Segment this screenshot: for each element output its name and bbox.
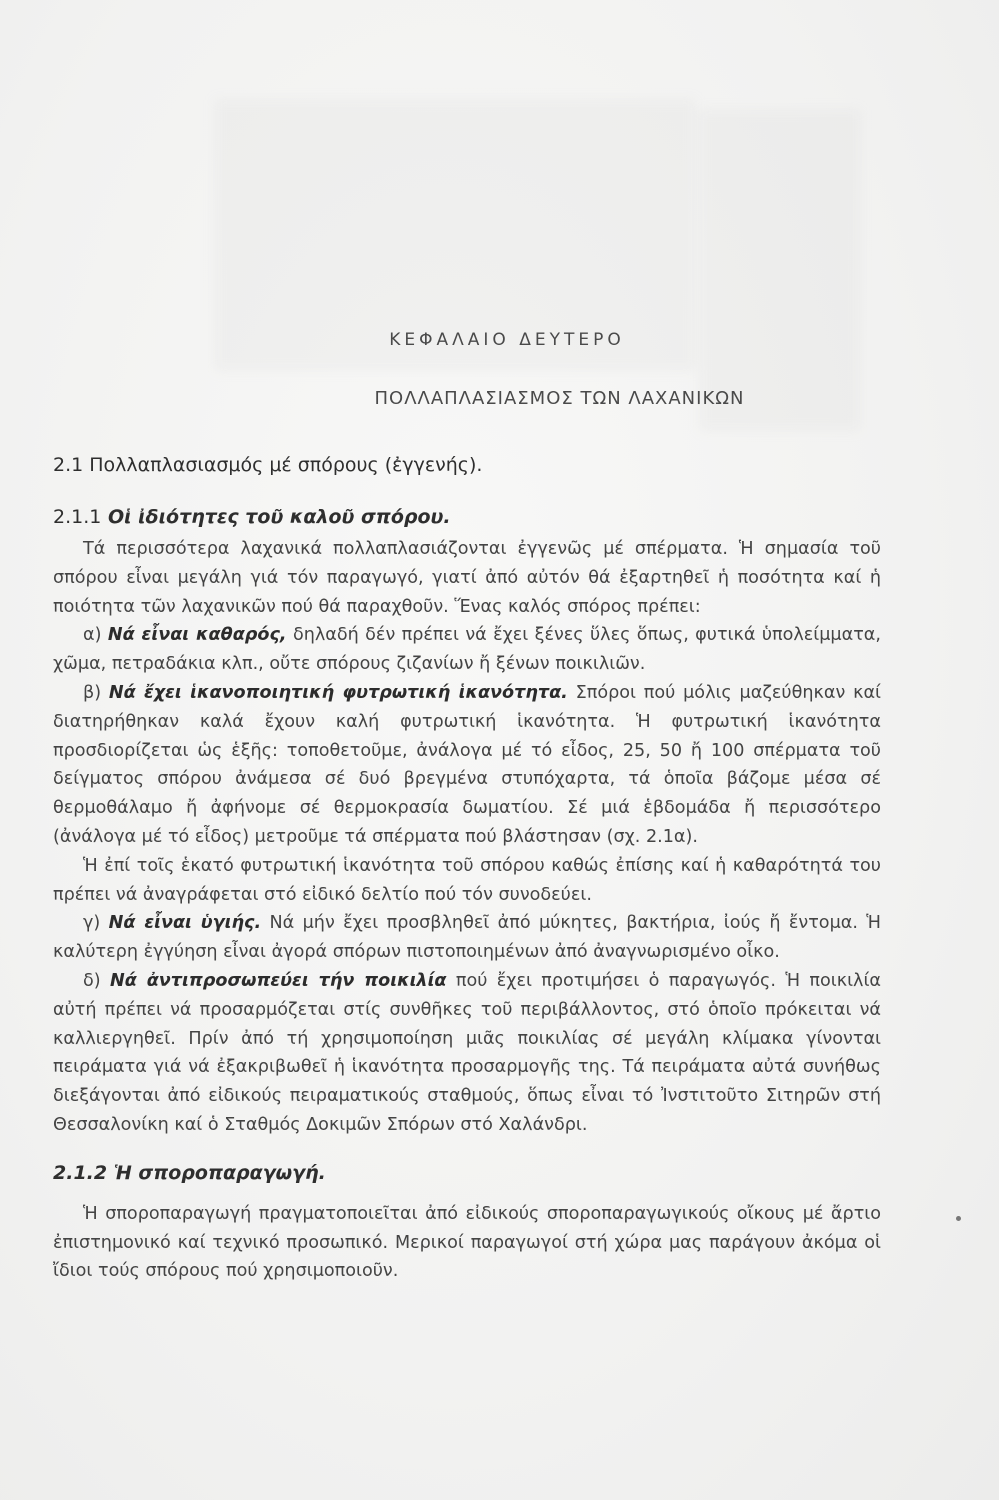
subsection-number: 2.1.1	[53, 506, 102, 528]
subsection-title: Οἱ ἰδιότητες τοῦ καλοῦ σπόρου.	[107, 506, 451, 528]
item-c-emphasis: Νά εἶναι ὑγιής.	[108, 913, 262, 934]
paper-speck	[956, 1216, 961, 1221]
item-c-paragraph	[53, 909, 881, 967]
subsection-title: Ἡ σποροπαραγωγή.	[113, 1161, 326, 1184]
section-heading: 2.1 Πολλαπλασιασμός μέ σπόρους (ἐγγενής).	[53, 454, 483, 476]
seed-production-paragraph: Ἡ σποροπαραγωγή πραγματοποιεῖται ἀπό εἰδικούς σποροπαραγωγικούς οἴκους μέ ἄρτιο ἐπιστημονικό καί τεχνικό προσωπικό. Μερικοί παραγωγοί στή χώρα μας παράγουν ἀκόμα οἱ ἴδιοι τούς σπόρους πού χρησιμοποιοῦν.	[53, 1203, 881, 1282]
item-d-paragraph	[53, 967, 881, 1140]
item-b-text: Σπόροι πού μόλις μαζεύθηκαν καί διατηρήθηκαν καλά ἔχουν καλή φυτρωτική ἱκανότητα. Ἡ φυτρωτική ἱκανότητα προσδιορίζεται ὡς ἑξῆς: τοποθετοῦμε, ἀνάλογα μέ τό εἶδος, 25, 50 ἤ 100 σπέρματα τοῦ δείγματος σπόρου ἀνάμεσα σέ δυό βρεγμένα στυπόχαρτα, τά ὁποῖα βάζομε μέσα σέ θερμοθάλαμο ἤ ἀφήνομε σέ θερμοκρασία δωματίου. Σέ μιά ἑβδομάδα ἤ περισσότερο (ἀνάλογα μέ τό εἶδος) μετροῦμε τά σπέρματα πού βλάστησαν (σχ. 2.1α).	[53, 682, 881, 847]
show-through-shadow-right	[700, 110, 860, 430]
item-a-marker: α)	[83, 625, 108, 646]
item-d-marker: δ)	[83, 970, 110, 991]
item-c-text: Νά μήν ἔχει προσβληθεῖ ἀπό μύκητες, βακτήρια, ἰούς ἤ ἔντομα. Ἡ καλύτερη ἐγγύηση εἶναι ἀγορά σπόρων πιστοποιημένων ἀπό ἀναγνωρισμένο οἶκο.	[53, 913, 881, 963]
item-b-marker: β)	[83, 682, 109, 703]
item-a-emphasis: Νά εἶναι καθαρός,	[107, 625, 287, 646]
item-b-emphasis: Νά ἔχει ἱκανοποιητική φυτρωτική ἱκανότητα.	[108, 682, 568, 703]
subsection-heading-2-1-1	[53, 502, 881, 532]
item-c-marker: γ)	[83, 913, 109, 934]
subsection-heading-2-1-2	[53, 1158, 881, 1188]
chapter-title: ΠΟΛΛΑΠΛΑΣΙΑΣΜΟΣ ΤΩΝ ΛΑΧΑΝΙΚΩΝ	[374, 388, 745, 409]
item-b-note-paragraph: Ἡ ἐπί τοῖς ἑκατό φυτρωτική ἱκανότητα τοῦ σπόρου καθώς ἐπίσης καί ἡ καθαρότητά του πρέπει νά ἀναγράφεται στό εἰδικό δελτίο πού τόν συνοδεύει.	[53, 855, 881, 905]
intro-paragraph: Τά περισσότερα λαχανικά πολλαπλασιάζονται ἐγγενῶς μέ σπέρματα. Ἡ σημασία τοῦ σπόρου εἶναι μεγάλη γιά τόν παραγωγό, γιατί ἀπό αὐτόν θά ἐξαρτηθεῖ ἡ ποσότητα καί ἡ ποιότητα τῶν λαχανικῶν πού θά παραχθοῦν. Ἕνας καλός σπόρος πρέπει:	[53, 539, 881, 617]
item-b-paragraph	[53, 679, 881, 852]
page-content	[53, 450, 881, 1286]
item-a-text: δηλαδή δέν πρέπει νά ἔχει ξένες ὕλες ὅπως, φυτικά ὑπολείμματα, χῶμα, πετραδάκια κλπ., οὔτε σπόρους ζιζανίων ἤ ξένων ποικιλιῶν.	[53, 625, 881, 675]
chapter-label: ΚΕΦΑΛΑΙΟ ΔΕΥΤΕΡΟ	[389, 330, 625, 350]
subsection-number: 2.1.2	[53, 1161, 108, 1184]
item-d-emphasis: Νά ἀντιπροσωπεύει τήν ποικιλία	[110, 970, 447, 991]
item-d-text: πού ἔχει προτιμήσει ὁ παραγωγός. Ἡ ποικιλία αὐτή πρέπει νά προσαρμόζεται στίς συνθῆκες τοῦ περιβάλλοντος, στό ὁποῖο πρόκειται νά καλλιεργηθεῖ. Πρίν ἀπό τή χρησιμοποίηση μιᾶς ποικιλίας σέ μεγάλη κλίμακα γίνονται πειράματα γιά νά ἐξακριβωθεῖ ἡ ἱκανότητα προσαρμογῆς της. Τά πειράματα αὐτά συνήθως διεξάγονται ἀπό εἰδικούς πειραματικούς σταθμούς, ὅπως εἶναι τό Ἰνστιτοῦτο Σιτηρῶν στή Θεσσαλονίκη καί ὁ Σταθμός Δοκιμῶν Σπόρων στό Χαλάνδρι.	[53, 970, 881, 1135]
item-a-paragraph	[53, 621, 881, 679]
